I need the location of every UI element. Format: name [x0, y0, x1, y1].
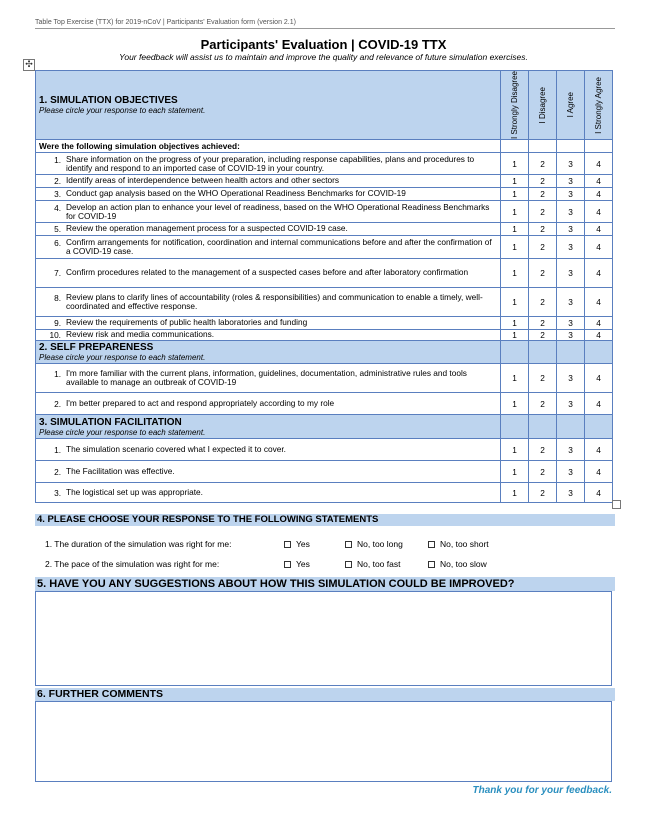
- move-handle-icon[interactable]: ✣: [23, 59, 35, 71]
- table-row: [36, 439, 613, 461]
- rating-option[interactable]: 4: [585, 153, 613, 175]
- rating-option[interactable]: 1: [501, 439, 529, 461]
- rating-option[interactable]: 2: [529, 439, 557, 461]
- rating-option[interactable]: 4: [585, 330, 613, 341]
- rating-option[interactable]: 2: [529, 153, 557, 175]
- checkbox-icon[interactable]: [428, 541, 435, 548]
- rating-option[interactable]: 1: [501, 153, 529, 175]
- option-duration-too-short[interactable]: No, too short: [428, 539, 489, 549]
- option-pace-too-slow[interactable]: No, too slow: [428, 559, 487, 569]
- table-row: [36, 364, 613, 393]
- rating-option[interactable]: 3: [557, 153, 585, 175]
- section1-heading: 1. SIMULATION OBJECTIVES Please circle your response to each statement.: [36, 71, 501, 140]
- question-pace: 2. The pace of the simulation was right for me:: [45, 559, 220, 569]
- rating-option[interactable]: 4: [585, 188, 613, 201]
- table-row: [36, 153, 613, 175]
- rating-option[interactable]: 2: [529, 259, 557, 288]
- statement-cell: 6. Confirm arrangements for notification, coordination and internal communications before and after the confirmation of a COVID-19 case.: [36, 236, 501, 259]
- rating-option[interactable]: 4: [585, 317, 613, 330]
- rating-option[interactable]: 4: [585, 175, 613, 188]
- checkbox-icon[interactable]: [284, 541, 291, 548]
- rating-option[interactable]: 3: [557, 483, 585, 503]
- rating-option[interactable]: 3: [557, 175, 585, 188]
- section4-heading: 4. PLEASE CHOOSE YOUR RESPONSE TO THE FOLLOWING STATEMENTS: [35, 514, 615, 526]
- rating-option[interactable]: 2: [529, 364, 557, 393]
- rating-option[interactable]: 2: [529, 175, 557, 188]
- rating-option[interactable]: 3: [557, 236, 585, 259]
- table-row: [36, 175, 613, 188]
- statement-cell: 2. The Facilitation was effective.: [36, 461, 501, 483]
- table-row: [36, 330, 613, 341]
- rating-option[interactable]: 4: [585, 461, 613, 483]
- rating-option[interactable]: 3: [557, 439, 585, 461]
- section3-heading: 3. SIMULATION FACILITATION Please circle your response to each statement.: [36, 415, 501, 439]
- section6-heading: 6. FURTHER COMMENTS: [35, 688, 615, 701]
- rating-option[interactable]: 4: [585, 364, 613, 393]
- rating-option[interactable]: 2: [529, 317, 557, 330]
- rating-option[interactable]: 3: [557, 188, 585, 201]
- rating-option[interactable]: 3: [557, 330, 585, 341]
- rating-option[interactable]: 1: [501, 364, 529, 393]
- checkbox-icon[interactable]: [345, 541, 352, 548]
- rating-option[interactable]: 4: [585, 223, 613, 236]
- option-pace-too-fast[interactable]: No, too fast: [345, 559, 400, 569]
- table-row: [36, 188, 613, 201]
- statement-cell: 4. Develop an action plan to enhance your level of readiness, based on the WHO Operational Readiness Benchmarks for COVID-19: [36, 201, 501, 223]
- rating-option[interactable]: 1: [501, 201, 529, 223]
- section2-header-row: [36, 341, 613, 364]
- statement-cell: 9. Review the requirements of public health laboratories and funding: [36, 317, 501, 330]
- option-duration-yes[interactable]: Yes: [284, 539, 310, 549]
- rating-option[interactable]: 1: [501, 317, 529, 330]
- objectives-lead-row: [36, 140, 613, 153]
- page-subtitle: Your feedback will assist us to maintain and improve the quality and relevance of future simulation exercises.: [119, 52, 528, 62]
- column-header: I Strongly Agree: [585, 71, 613, 140]
- statement-cell: 2. I'm better prepared to act and respond appropriately according to my role: [36, 393, 501, 415]
- table-resize-handle[interactable]: [612, 500, 621, 509]
- rating-option[interactable]: 2: [529, 223, 557, 236]
- rating-option[interactable]: 1: [501, 259, 529, 288]
- checkbox-icon[interactable]: [345, 561, 352, 568]
- option-duration-too-long[interactable]: No, too long: [345, 539, 403, 549]
- rating-option[interactable]: 3: [557, 223, 585, 236]
- table-row: [36, 288, 613, 317]
- statement-cell: 1. I'm more familiar with the current plans, information, guidelines, documentation, administrative rules and tools available to manage an outbreak of COVID-19: [36, 364, 501, 393]
- statement-cell: 7. Confirm procedures related to the management of a suspected cases before and after laboratory confirmation: [36, 259, 501, 288]
- table-row: [36, 483, 613, 503]
- rating-option[interactable]: 4: [585, 483, 613, 503]
- thanks-note: Thank you for your feedback.: [472, 785, 612, 796]
- rating-option[interactable]: 1: [501, 288, 529, 317]
- rating-option[interactable]: 4: [585, 259, 613, 288]
- rating-option[interactable]: 1: [501, 188, 529, 201]
- rating-option[interactable]: 4: [585, 236, 613, 259]
- rating-option[interactable]: 4: [585, 439, 613, 461]
- statement-cell: 3. The logistical set up was appropriate.: [36, 483, 501, 503]
- rating-option[interactable]: 4: [585, 288, 613, 317]
- objectives-lead: Were the following simulation objectives achieved:: [36, 140, 501, 153]
- table-row: [36, 317, 613, 330]
- table-row: [36, 259, 613, 288]
- rating-option[interactable]: 3: [557, 259, 585, 288]
- rating-option[interactable]: 4: [585, 393, 613, 415]
- rating-option[interactable]: 4: [585, 201, 613, 223]
- rating-option[interactable]: 3: [557, 461, 585, 483]
- statement-cell: 1. Share information on the progress of your preparation, including response capabilities, plans and procedures to identify and respond to an imported case of COVID-19 in your country.: [36, 153, 501, 175]
- section3-header-row: [36, 415, 613, 439]
- rating-option[interactable]: 1: [501, 236, 529, 259]
- rating-option[interactable]: 2: [529, 236, 557, 259]
- rating-option[interactable]: 2: [529, 393, 557, 415]
- rating-option[interactable]: 3: [557, 201, 585, 223]
- table-row: [36, 393, 613, 415]
- rating-option[interactable]: 1: [501, 330, 529, 341]
- page-header: Table Top Exercise (TTX) for 2019-nCoV | Participants' Evaluation form (version 2.1): [35, 19, 615, 29]
- suggestions-textbox[interactable]: [35, 591, 612, 686]
- comments-textbox[interactable]: [35, 701, 612, 782]
- rating-option[interactable]: 2: [529, 461, 557, 483]
- rating-option[interactable]: 2: [529, 188, 557, 201]
- question-duration: 1. The duration of the simulation was right for me:: [45, 539, 232, 549]
- rating-option[interactable]: 1: [501, 223, 529, 236]
- table-row: [36, 201, 613, 223]
- statement-cell: 10. Review risk and media communications.: [36, 330, 501, 341]
- table-row: [36, 223, 613, 236]
- rating-option[interactable]: 2: [529, 330, 557, 341]
- column-header: I Disagree: [529, 71, 557, 140]
- statement-cell: 3. Conduct gap analysis based on the WHO Operational Readiness Benchmarks for COVID-19: [36, 188, 501, 201]
- section1-header-row: [36, 71, 613, 140]
- checkbox-icon[interactable]: [284, 561, 291, 568]
- rating-option[interactable]: 3: [557, 317, 585, 330]
- page-title: Participants' Evaluation | COVID-19 TTX: [200, 37, 447, 52]
- rating-option[interactable]: 1: [501, 483, 529, 503]
- column-header: I Strongly Disagree: [501, 71, 529, 140]
- rating-option[interactable]: 2: [529, 288, 557, 317]
- checkbox-icon[interactable]: [428, 561, 435, 568]
- statement-cell: 1. The simulation scenario covered what I expected it to cover.: [36, 439, 501, 461]
- rating-option[interactable]: 1: [501, 393, 529, 415]
- rating-option[interactable]: 2: [529, 483, 557, 503]
- option-pace-yes[interactable]: Yes: [284, 559, 310, 569]
- column-header: I Agree: [557, 71, 585, 140]
- rating-option[interactable]: 3: [557, 393, 585, 415]
- rating-option[interactable]: 2: [529, 201, 557, 223]
- statement-cell: 5. Review the operation management process for a suspected COVID-19 case.: [36, 223, 501, 236]
- section5-heading: 5. HAVE YOU ANY SUGGESTIONS ABOUT HOW THIS SIMULATION COULD BE IMPROVED?: [35, 577, 615, 591]
- table-row: [36, 236, 613, 259]
- rating-option[interactable]: 1: [501, 175, 529, 188]
- table-row: [36, 461, 613, 483]
- section2-heading: 2. SELF PREPARENESS Please circle your response to each statement.: [36, 341, 501, 364]
- rating-option[interactable]: 3: [557, 364, 585, 393]
- statement-cell: 8. Review plans to clarify lines of accountability (roles & responsibilities) and communication to enable a timely, well-coordinated and effective response.: [36, 288, 501, 317]
- rating-option[interactable]: 3: [557, 288, 585, 317]
- evaluation-table: [35, 70, 613, 503]
- statement-cell: 2. Identify areas of interdependence between health actors and other sectors: [36, 175, 501, 188]
- rating-option[interactable]: 1: [501, 461, 529, 483]
